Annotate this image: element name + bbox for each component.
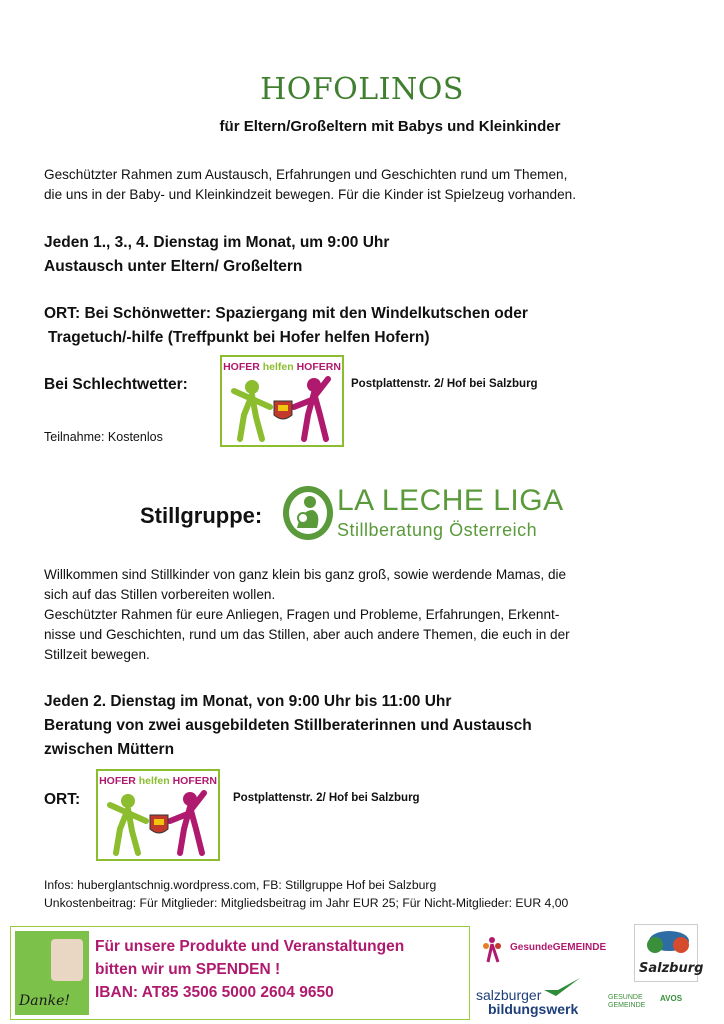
schedule-hofolinos (44, 231, 389, 279)
donation-line: bitten wir um SPENDEN ! (95, 961, 281, 978)
gesunde-gemeinde-logo (478, 930, 618, 970)
bildungswerk-check-icon (542, 976, 582, 998)
salzburger-bildungswerk-logo (476, 976, 596, 1020)
schedule-line: Jeden 1., 3., 4. Dienstag im Monat, um 9:00 Uhr (44, 234, 390, 251)
schedule-line: Jeden 2. Dienstag im Monat, von 9:00 Uhr bis 11:00 Uhr (44, 693, 452, 710)
donation-box (10, 926, 470, 1020)
donation-text (95, 935, 404, 1004)
hofer-logo-word: helfen (138, 775, 170, 787)
info-line: Unkostenbeitrag: Für Mitglieder: Mitgliedsbeitrag im Jahr EUR 25; Für Nicht-Mitglieder: EUR 4,00 (44, 896, 569, 910)
gesunde-gemeinde-small: GESUNDE GEMEINDE (608, 994, 646, 1009)
salzburg-text: Salzburg (639, 961, 704, 976)
page-title: HOFOLINOS (260, 72, 464, 107)
hofer-figures-icon (98, 771, 218, 859)
intro-text (44, 165, 576, 205)
hofer-logo-word: helfen (262, 361, 294, 373)
bildungswerk-line1: salzburger (476, 987, 542, 1003)
location-line: ORT: Bei Schönwetter: Spaziergang mit den Windelkutschen oder (44, 305, 528, 322)
gesunde-gemeinde-text: GesundeGEMEINDE (510, 942, 607, 953)
schedule-stillgruppe (44, 690, 532, 762)
schedule-line: Austausch unter Eltern/ Großeltern (44, 258, 303, 275)
intro-line: Geschützter Rahmen zum Austausch, Erfahrungen und Geschichten rund um Themen, (44, 167, 568, 182)
location-line: Tragetuch/-hilfe (Treffpunkt bei Hofer helfen Hofern) (48, 329, 430, 346)
hofer-helfen-hofern-logo (220, 355, 344, 447)
hofer-logo-word: HOFER (223, 361, 260, 373)
location-label: ORT: (44, 791, 81, 808)
lll-tagline: Stillberatung Österreich (337, 520, 538, 540)
lll-name: LA LECHE LIGA (337, 484, 564, 517)
avos-logo: AVOS (660, 994, 683, 1003)
portrait-icon (51, 939, 83, 981)
la-leche-liga-icon (281, 484, 335, 542)
bad-weather-label: Bei Schlechtwetter: (44, 376, 188, 393)
info-line: Infos: huberglantschnig.wordpress.com, FB: Stillgruppe Hof bei Salzburg (44, 878, 437, 892)
location-hofolinos (44, 302, 528, 350)
salzburg-landscape-icon (635, 927, 697, 957)
stillgruppe-label: Stillgruppe: (140, 503, 263, 528)
schedule-line: zwischen Müttern (44, 741, 175, 758)
donation-line: Für unsere Produkte und Veranstaltungen (95, 938, 405, 955)
schedule-line: Beratung von zwei ausgebildeten Stillberaterinnen und Austausch (44, 717, 532, 734)
welcome-line: Willkommen sind Stillkinder von ganz klein bis ganz groß, sowie werdende Mamas, die (44, 567, 567, 582)
gesunde-gemeinde-icon (478, 932, 508, 966)
hofer-figures-icon (222, 357, 342, 445)
fee-text: Teilnahme: Kostenlos (44, 430, 163, 444)
hofer-logo-word: HOFER (99, 775, 136, 787)
donation-photo (15, 931, 89, 1015)
intro-line: die uns in der Baby- und Kleinkindzeit bewegen. Für die Kinder ist Spielzeug vorhanden. (44, 187, 576, 202)
welcome-line: nisse und Geschichten, rund um das Stillen, aber auch andere Themen, die euch in der (44, 627, 570, 642)
address-hofolinos: Postplattenstr. 2/ Hof bei Salzburg (351, 378, 538, 390)
hofer-logo-word: HOFERN (172, 775, 217, 787)
salzburg-gemeindeentwicklung-logo (634, 924, 704, 982)
welcome-line: Stillzeit bewegen. (44, 647, 150, 662)
address-stillgruppe: Postplattenstr. 2/ Hof bei Salzburg (233, 792, 420, 804)
bildungswerk-line2: bildungswerk (488, 1001, 579, 1017)
thanks-caption: Danke! (19, 993, 70, 1009)
la-leche-liga-logo (281, 484, 571, 544)
hofer-helfen-hofern-logo-2 (96, 769, 220, 861)
info-text (44, 876, 568, 912)
page-subtitle: für Eltern/Großeltern mit Babys und Kleinkinder (219, 118, 561, 135)
donation-iban: IBAN: AT85 3506 5000 2604 9650 (95, 984, 334, 1001)
welcome-text (44, 565, 570, 665)
hofer-logo-word: HOFERN (296, 361, 341, 373)
welcome-line: Geschützter Rahmen für eure Anliegen, Fragen und Probleme, Erfahrungen, Erkennt- (44, 607, 560, 622)
welcome-line: sich auf das Stillen vorbereiten wollen. (44, 587, 276, 602)
